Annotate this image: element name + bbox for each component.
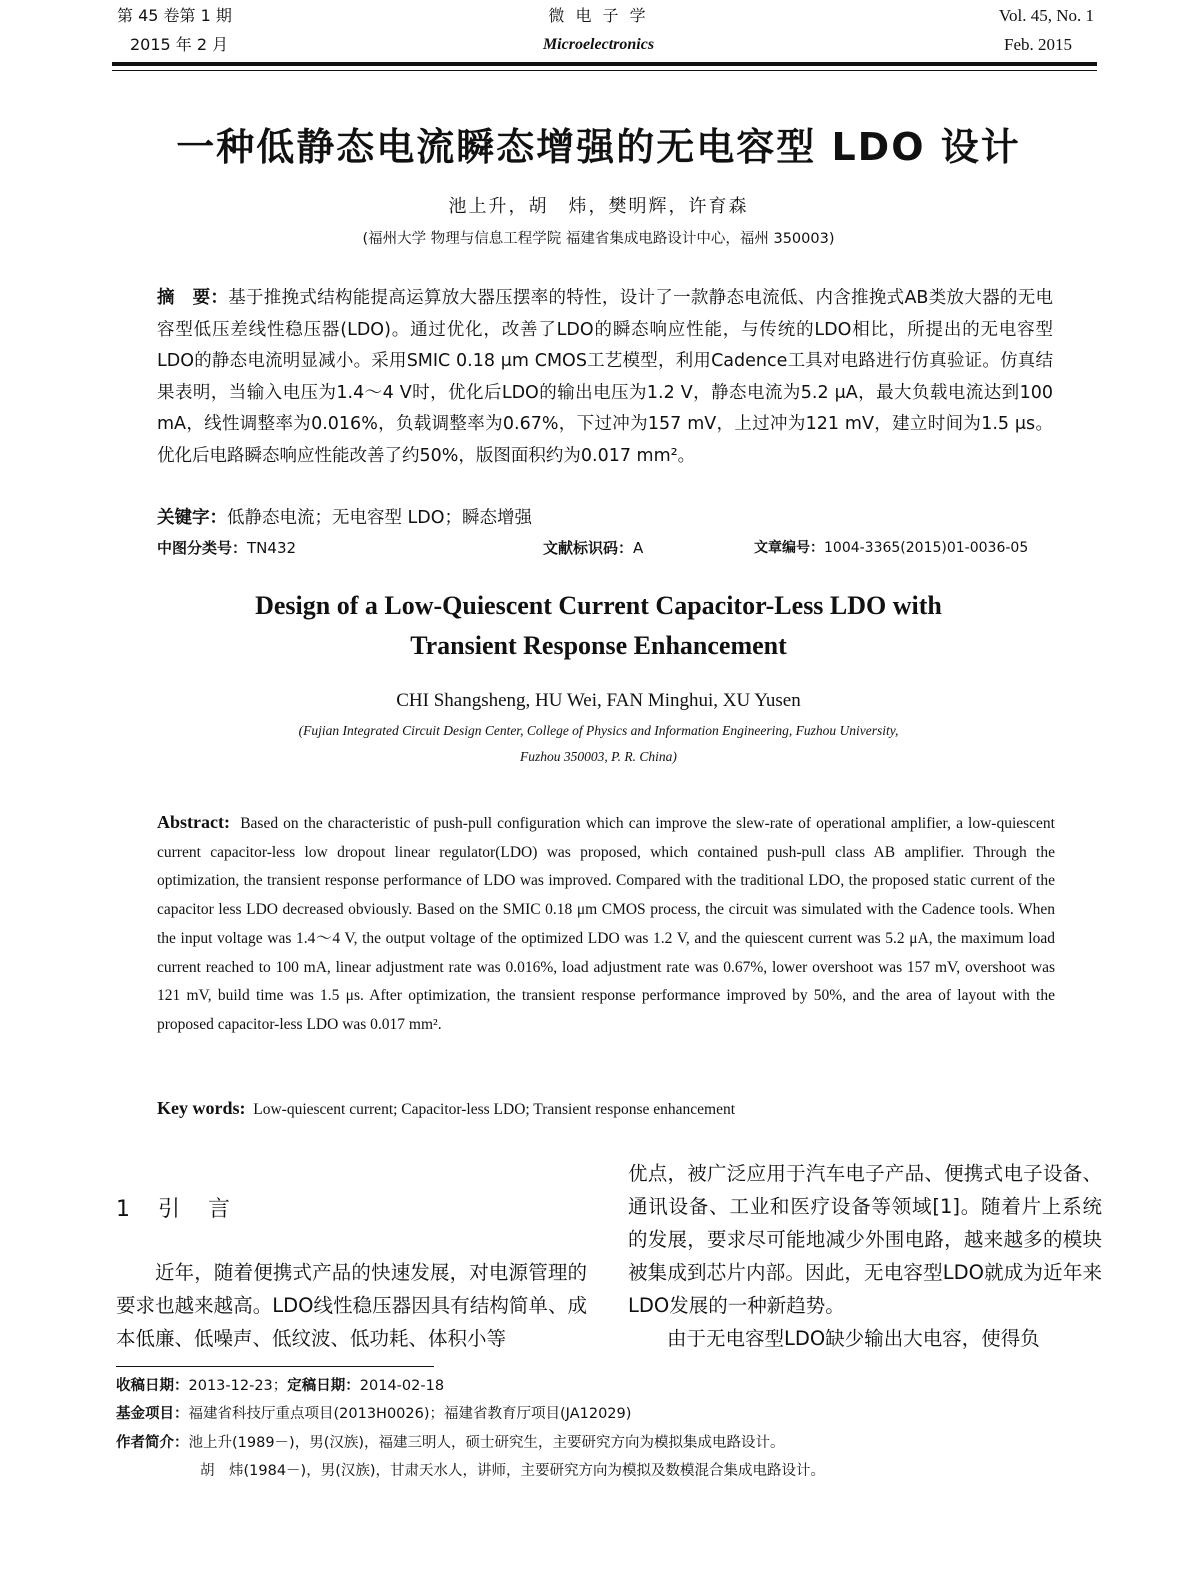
- clc-code: 中图分类号：TN432: [157, 539, 297, 557]
- journal-name-cn: 微 电 子 学: [548, 6, 649, 25]
- affiliation-en-line2: Fuzhou 350003, P. R. China): [520, 749, 677, 764]
- abstract-en-text: Based on the characteristic of push-pull configuration which can improve the slew-rate of operational amplifier, a low-quiescent current capacitor-less low dropout linear regulator(LDO) was proposed, which contained push-pull class AB amplifier. Through the optimization, the transient response performance of LDO was improved. Compared with the traditional LDO, the proposed static current of the capacitor less LDO decreased obviously. Based on the SMIC 0.18 μm CMOS process, the circuit was simulated with the Cadence tools. When the input voltage was 1.4～4 V, the output voltage of the optimized LDO was 1.2 V, and the quiescent current was 5.2 μA, the maximum load current reached to 100 mA, linear adjustment rate was 0.016%, load adjustment rate was 0.67%, lower overshoot was 157 mV, overshoot was 121 mV, build time was 1.5 μs. After optimization, the transient response performance improved by 50%, and the area of layout with the proposed capacitor-less LDO was 0.017 mm².: [157, 815, 1055, 1033]
- keywords-cn-text: 低静态电流；无电容型 LDO；瞬态增强: [227, 508, 533, 528]
- authors-en: CHI Shangsheng, HU Wei, FAN Minghui, XU Yusen: [396, 690, 801, 711]
- affiliation-cn: (福州大学 物理与信息工程学院 福建省集成电路设计中心，福州 350003): [362, 231, 835, 247]
- journal-volume: 第 45 卷第 1 期: [117, 6, 232, 25]
- keywords-cn: [157, 505, 1053, 531]
- abstract-en: [157, 808, 1055, 1040]
- right-column-paragraph-2: 由于无电容型LDO缺少输出大电容，使得负: [667, 1327, 1040, 1350]
- footnote-author-1: 作者简介：池上升(1989－)，男(汉族)，福建三明人，硕士研究生，主要研究方向为模拟集成电路设计。: [116, 1435, 785, 1451]
- abstract-cn-text: 基于推挽式结构能提高运算放大器压摆率的特性，设计了一款静态电流低、内含推挽式AB类放大器的无电容型低压差线性稳压器(LDO)。通过优化，改善了LDO的瞬态响应性能，与传统的LDO相比，所提出的无电容型LDO的静态电流明显减小。采用SMIC 0.18 μm CMOS工艺模型，利用Cadence工具对电路进行仿真验证。仿真结果表明，当输入电压为1.4～4 V时，优化后LDO的输出电压为1.2 V，静态电流为5.2 μA，最大负载电流达到100 mA，线性调整率为0.016%，负载调整率为0.67%，下过冲为157 mV，上过冲为121 mV，建立时间为1.5 μs。优化后电路瞬态响应性能改善了约50%，版图面积约为0.017 mm²。: [157, 288, 1053, 466]
- article-number: 文章编号：1004-3365(2015)01-0036-05: [754, 540, 1029, 556]
- abstract-cn-label: 摘 要：: [157, 288, 229, 308]
- affiliation-en-line1: (Fujian Integrated Circuit Design Center, College of Physics and Information Engineering, Fuzhou University,: [298, 723, 899, 738]
- journal-date-en: Feb. 2015: [1004, 35, 1072, 54]
- section-heading-introduction: 1 引 言: [116, 1197, 233, 1222]
- journal-name-en: Microelectronics: [542, 36, 655, 53]
- document-code: 文献标识码：A: [543, 539, 644, 557]
- footnote-rule: [116, 1366, 434, 1367]
- journal-date: 2015 年 2 月: [130, 35, 229, 54]
- title-en-line1: Design of a Low-Quiescent Current Capacitor-Less LDO with: [255, 591, 942, 620]
- right-column-paragraph-1: 优点，被广泛应用于汽车电子产品、便携式电子设备、通讯设备、工业和医疗设备等领域[1]。随着片上系统的发展，要求尽可能地减少外围电路，越来越多的模块被集成到芯片内部。因此，无电容型LDO就成为近年来LDO发展的一种新趋势。: [628, 1162, 1102, 1317]
- keywords-cn-label: 关键字：: [157, 508, 227, 528]
- keywords-en-label: Key words:: [157, 1098, 246, 1118]
- abstract-cn: [157, 283, 1053, 472]
- keywords-en-text: Low-quiescent current; Capacitor-less LDO; Transient response enhancement: [253, 1101, 736, 1118]
- title-en-line2: Transient Response Enhancement: [410, 631, 787, 660]
- header-rule-thin: [112, 70, 1097, 71]
- title-cn: 一种低静态电流瞬态增强的无电容型 LDO 设计: [176, 125, 1021, 169]
- abstract-en-label: Abstract:: [157, 812, 230, 832]
- keywords-en: [157, 1098, 1055, 1119]
- header-rule-thick: [112, 62, 1097, 66]
- authors-cn: 池上升，胡 炜，樊明辉，许育森: [448, 196, 749, 217]
- footnote-dates: 收稿日期：2013-12-23；定稿日期：2014-02-18: [116, 1378, 445, 1394]
- journal-volume-en: Vol. 45, No. 1: [998, 6, 1094, 25]
- footnote-author-2: 胡 炜(1984－)，男(汉族)，甘肃天水人，讲师，主要研究方向为模拟及数模混合集成电路设计。: [200, 1463, 826, 1479]
- footnote-fund: 基金项目：福建省科技厅重点项目(2013H0026)；福建省教育厅项目(JA12029): [116, 1406, 632, 1422]
- intro-paragraph-1: 近年，随着便携式产品的快速发展，对电源管理的要求也越来越高。LDO线性稳压器因具有结构简单、成本低廉、低噪声、低纹波、低功耗、体积小等: [116, 1261, 587, 1350]
